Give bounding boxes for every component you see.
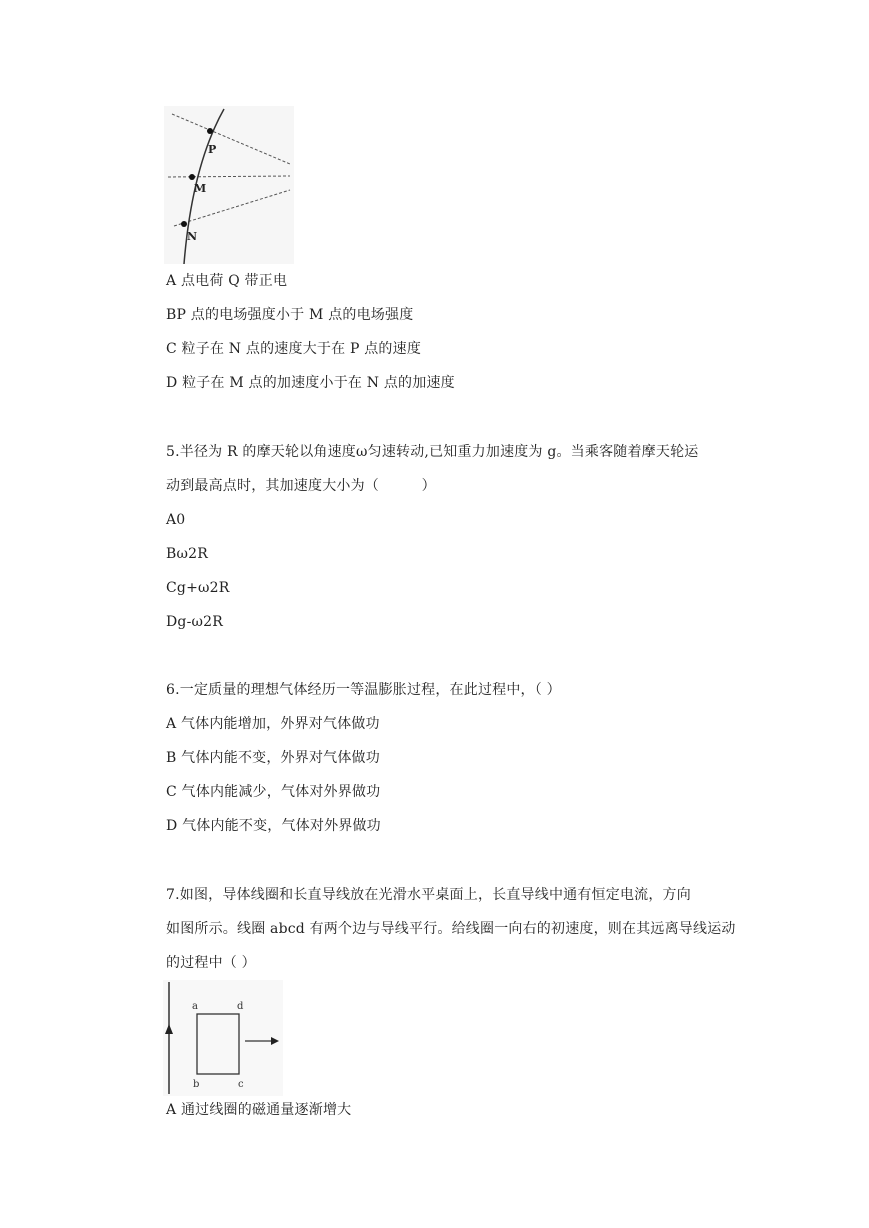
q5-option-c: Cg+ω2R: [166, 580, 230, 596]
q4-option-b: BP 点的电场强度小于 M 点的电场强度: [166, 307, 414, 323]
label-p: P: [208, 143, 217, 156]
q4-option-d: D 粒子在 M 点的加速度小于在 N 点的加速度: [166, 375, 455, 391]
coil-label-c: c: [238, 1079, 244, 1090]
q4-option-a: A 点电荷 Q 带正电: [166, 273, 288, 289]
figure-wire-coil-diagram: [163, 980, 283, 1096]
q4-option-c: C 粒子在 N 点的速度大于在 P 点的速度: [166, 341, 422, 357]
coil-label-d: d: [237, 1001, 244, 1012]
q7-option-a: A 通过线圈的磁通量逐渐增大: [166, 1102, 352, 1118]
point-n: [181, 221, 187, 227]
q6-stem: 6.一定质量的理想气体经历一等温膨胀过程，在此过程中，（ ）: [166, 682, 561, 698]
q7-stem-line1: 7.如图，导体线圈和长直导线放在光滑水平桌面上，长直导线中通有恒定电流，方向: [166, 887, 691, 903]
q5-stem-line1: 5.半径为 R 的摩天轮以角速度ω匀速转动,已知重力加速度为 g。当乘客随着摩天轮运: [166, 444, 699, 460]
label-n: N: [187, 230, 198, 243]
point-p: [207, 128, 213, 134]
q5-option-b: Bω2R: [166, 546, 208, 562]
point-m: [189, 174, 195, 180]
q5-option-a: A0: [166, 512, 186, 528]
coil-label-a: a: [192, 1001, 198, 1012]
q7-stem-line3: 的过程中（ ）: [166, 955, 256, 971]
q5-option-d: Dg-ω2R: [166, 614, 223, 630]
q6-option-b: B 气体内能不变，外界对气体做功: [166, 750, 380, 766]
q6-option-c: C 气体内能减少，气体对外界做功: [166, 784, 381, 800]
label-m: M: [194, 182, 207, 195]
q7-stem-line2: 如图所示。线圈 abcd 有两个边与导线平行。给线圈一向右的初速度，则在其远离导线运动: [166, 921, 736, 937]
q6-option-a: A 气体内能增加，外界对气体做功: [166, 716, 380, 732]
q5-stem-line2: 动到最高点时，其加速度大小为（ ）: [166, 478, 436, 494]
coil-label-b: b: [193, 1079, 200, 1090]
q6-option-d: D 气体内能不变，气体对外界做功: [166, 818, 381, 834]
figure-trajectory-diagram: [164, 106, 294, 264]
